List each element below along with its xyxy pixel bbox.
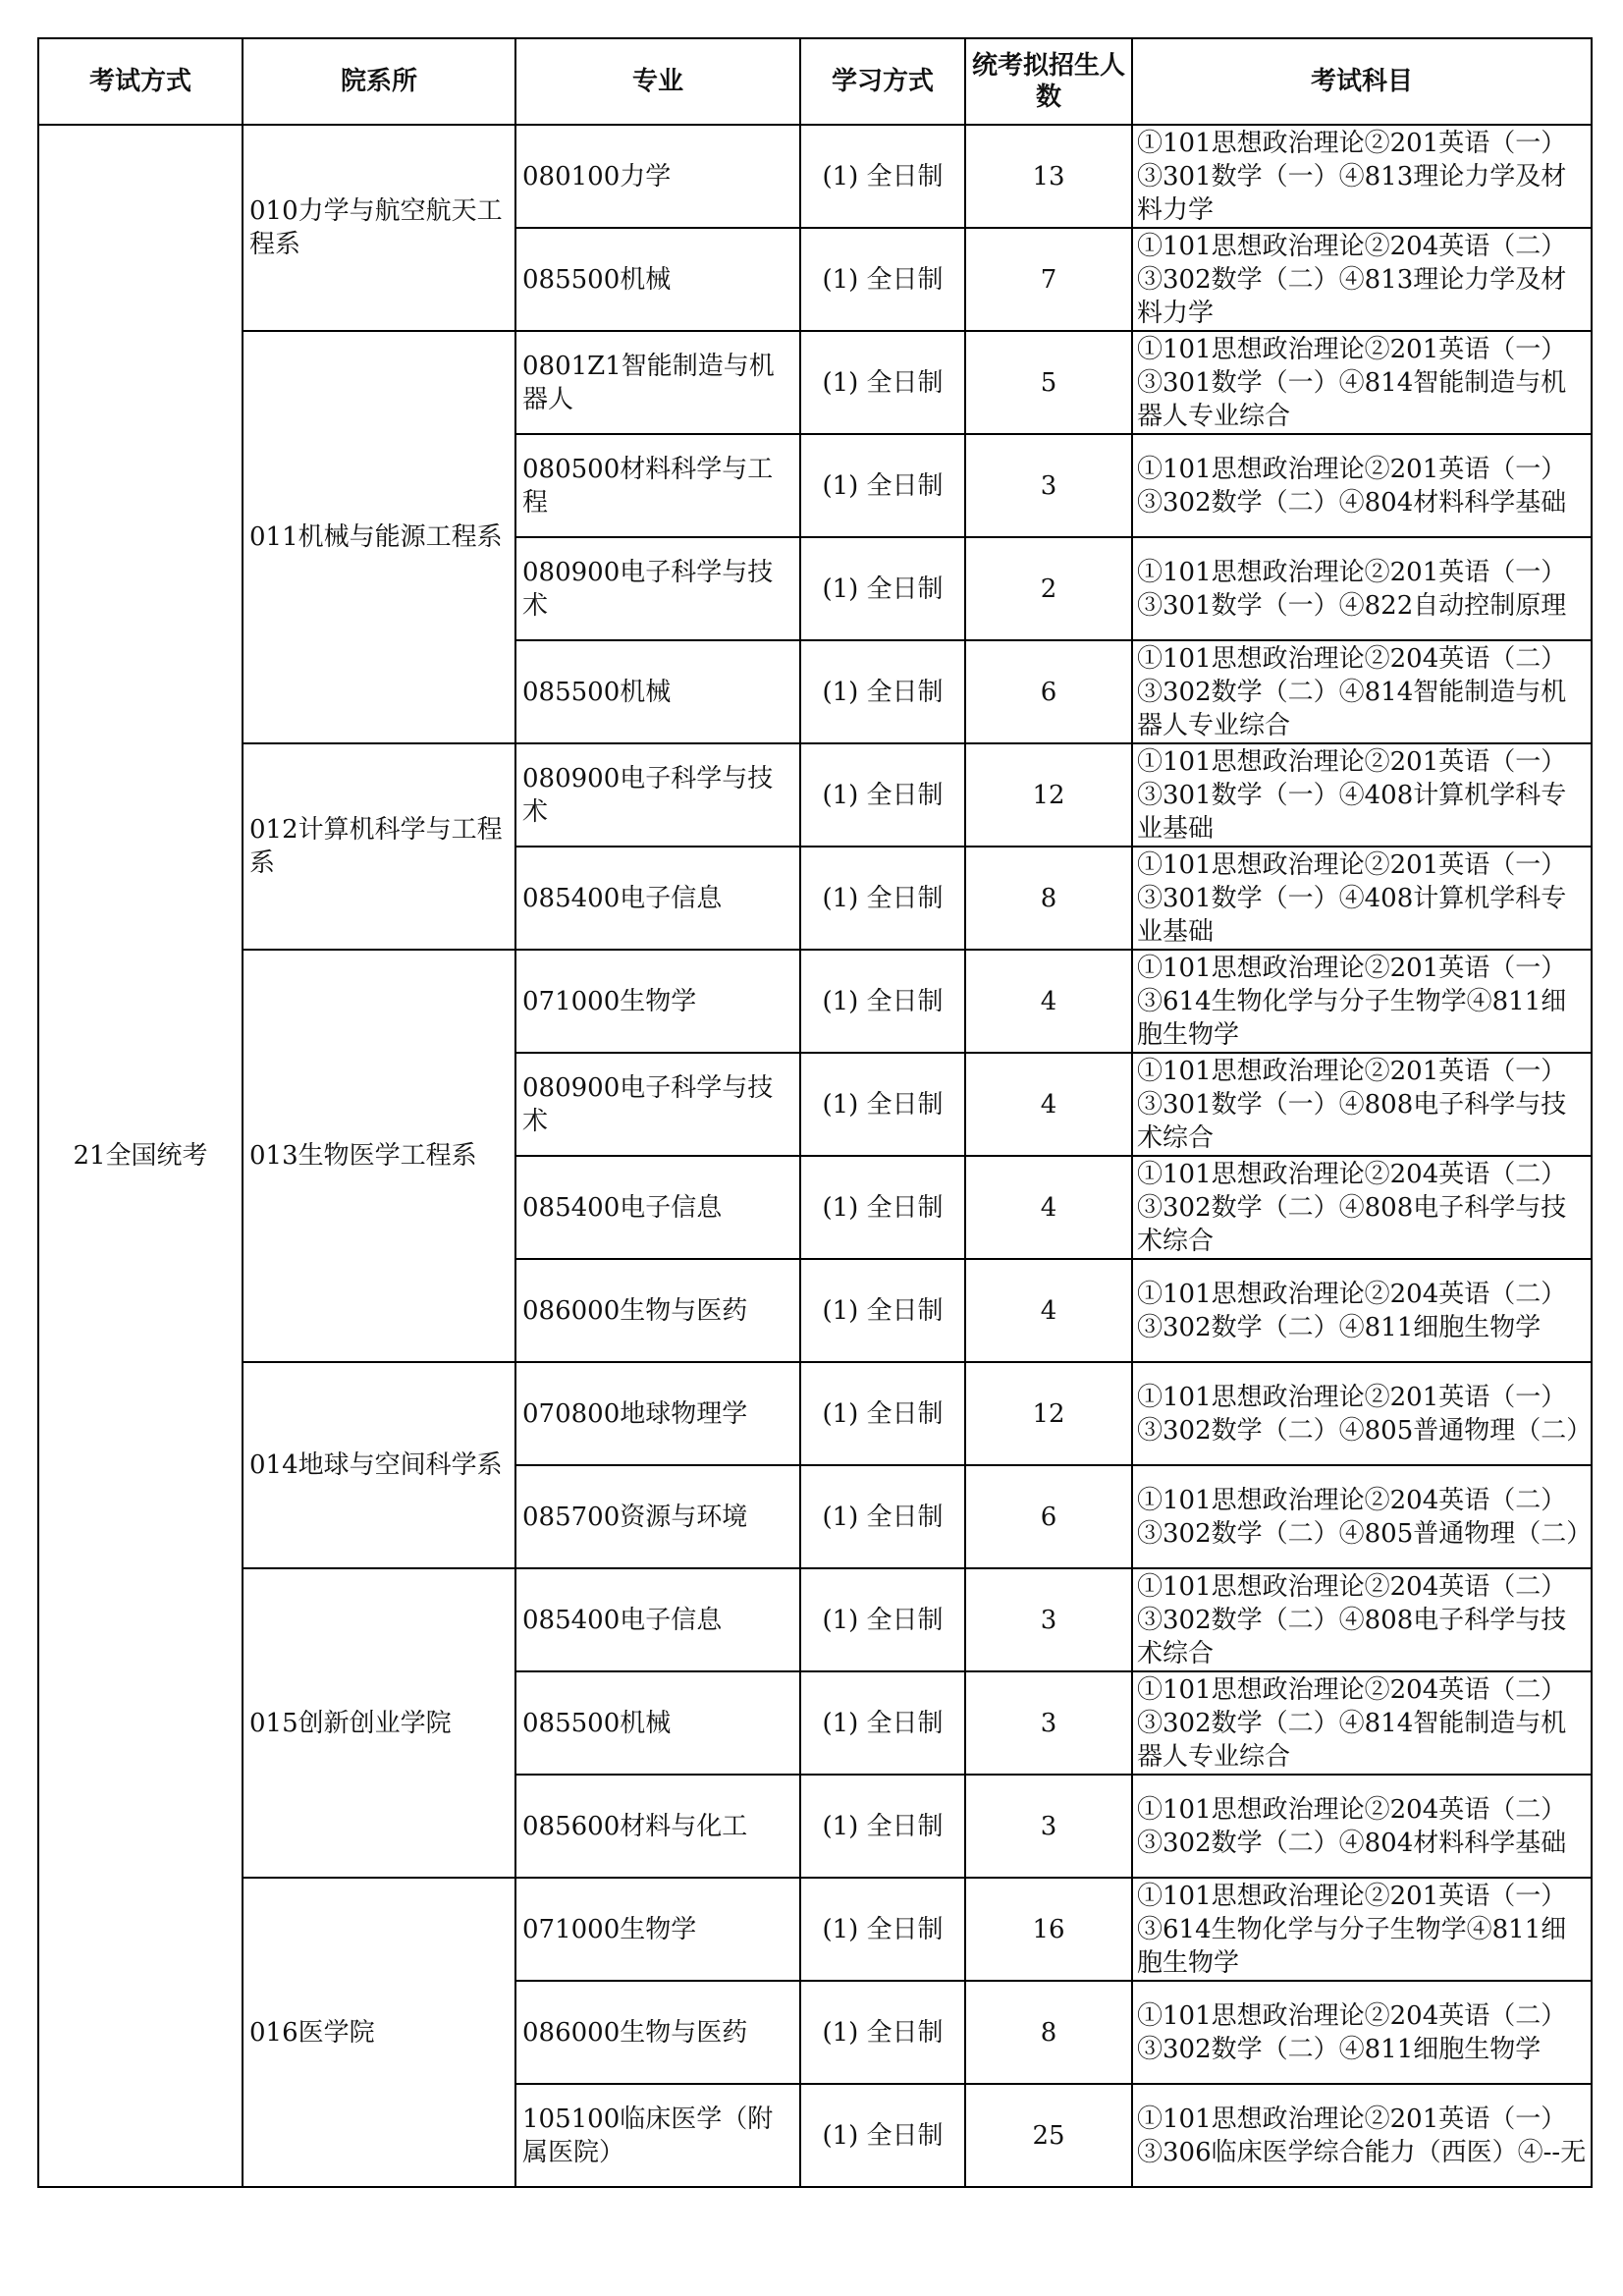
exam-subjects-cell: ①101思想政治理论②204英语（二）③302数学（二）④808电子科学与技术综合	[1132, 1156, 1592, 1259]
exam-subjects-cell: ①101思想政治理论②204英语（二）③302数学（二）④804材料科学基础	[1132, 1775, 1592, 1878]
exam-subjects-cell: ①101思想政治理论②201英语（一）③614生物化学与分子生物学④811细胞生物学	[1132, 950, 1592, 1053]
exam-subjects-cell: ①101思想政治理论②201英语（一）③301数学（一）④813理论力学及材料力学	[1132, 125, 1592, 228]
study-mode-cell: (1) 全日制	[800, 1878, 965, 1981]
major-cell: 085600材料与化工	[515, 1775, 800, 1878]
exam-subjects-cell: ①101思想政治理论②204英语（二）③302数学（二）④811细胞生物学	[1132, 1981, 1592, 2084]
study-mode-cell: (1) 全日制	[800, 1568, 965, 1671]
major-cell: 085400电子信息	[515, 847, 800, 950]
study-mode-cell: (1) 全日制	[800, 1671, 965, 1775]
enrollment-count-cell: 3	[965, 1568, 1132, 1671]
enrollment-count-cell: 2	[965, 537, 1132, 640]
exam-subjects-cell: ①101思想政治理论②201英语（一）③301数学（一）④822自动控制原理	[1132, 537, 1592, 640]
exam-subjects-cell: ①101思想政治理论②201英语（一）③302数学（二）④804材料科学基础	[1132, 434, 1592, 537]
study-mode-cell: (1) 全日制	[800, 640, 965, 743]
study-mode-cell: (1) 全日制	[800, 1775, 965, 1878]
exam-subjects-cell: ①101思想政治理论②201英语（一）③306临床医学综合能力（西医）④--无	[1132, 2084, 1592, 2187]
enrollment-count-cell: 6	[965, 1465, 1132, 1568]
table-row	[38, 1362, 1592, 1465]
study-mode-cell: (1) 全日制	[800, 228, 965, 331]
table-row	[38, 950, 1592, 1053]
study-mode-cell: (1) 全日制	[800, 743, 965, 847]
exam-subjects-cell: ①101思想政治理论②201英语（一）③301数学（一）④814智能制造与机器人专业综合	[1132, 331, 1592, 434]
major-cell: 085500机械	[515, 228, 800, 331]
major-cell: 080100力学	[515, 125, 800, 228]
major-cell: 070800地球物理学	[515, 1362, 800, 1465]
exam-subjects-cell: ①101思想政治理论②204英语（二）③302数学（二）④813理论力学及材料力学	[1132, 228, 1592, 331]
exam-subjects-cell: ①101思想政治理论②204英语（二）③302数学（二）④808电子科学与技术综合	[1132, 1568, 1592, 1671]
major-cell: 105100临床医学（附属医院）	[515, 2084, 800, 2187]
major-cell: 085500机械	[515, 640, 800, 743]
header-subjects: 考试科目	[1132, 38, 1592, 125]
admissions-table	[37, 37, 1593, 2188]
enrollment-count-cell: 4	[965, 1053, 1132, 1156]
table-row	[38, 1878, 1592, 1981]
exam-subjects-cell: ①101思想政治理论②204英语（二）③302数学（二）④811细胞生物学	[1132, 1259, 1592, 1362]
enrollment-count-cell: 3	[965, 1671, 1132, 1775]
major-cell: 085400电子信息	[515, 1156, 800, 1259]
enrollment-count-cell: 25	[965, 2084, 1132, 2187]
enrollment-count-cell: 5	[965, 331, 1132, 434]
department-cell: 012计算机科学与工程系	[243, 743, 515, 950]
department-cell: 010力学与航空航天工程系	[243, 125, 515, 331]
department-cell: 011机械与能源工程系	[243, 331, 515, 743]
enrollment-count-cell: 8	[965, 1981, 1132, 2084]
enrollment-count-cell: 13	[965, 125, 1132, 228]
study-mode-cell: (1) 全日制	[800, 434, 965, 537]
enrollment-count-cell: 12	[965, 743, 1132, 847]
study-mode-cell: (1) 全日制	[800, 125, 965, 228]
header-study-mode: 学习方式	[800, 38, 965, 125]
enrollment-count-cell: 4	[965, 1156, 1132, 1259]
major-cell: 080500材料科学与工程	[515, 434, 800, 537]
header-exam-type: 考试方式	[38, 38, 243, 125]
study-mode-cell: (1) 全日制	[800, 1259, 965, 1362]
major-cell: 085700资源与环境	[515, 1465, 800, 1568]
study-mode-cell: (1) 全日制	[800, 1156, 965, 1259]
exam-subjects-cell: ①101思想政治理论②201英语（一）③301数学（一）④808电子科学与技术综合	[1132, 1053, 1592, 1156]
header-row	[38, 38, 1592, 125]
department-cell: 014地球与空间科学系	[243, 1362, 515, 1568]
exam-subjects-cell: ①101思想政治理论②201英语（一）③301数学（一）④408计算机学科专业基础	[1132, 847, 1592, 950]
study-mode-cell: (1) 全日制	[800, 950, 965, 1053]
study-mode-cell: (1) 全日制	[800, 847, 965, 950]
major-cell: 080900电子科学与技术	[515, 537, 800, 640]
table-row	[38, 331, 1592, 434]
enrollment-count-cell: 8	[965, 847, 1132, 950]
header-major: 专业	[515, 38, 800, 125]
department-cell: 015创新创业学院	[243, 1568, 515, 1878]
major-cell: 0801Z1智能制造与机器人	[515, 331, 800, 434]
department-cell: 016医学院	[243, 1878, 515, 2187]
exam-type-cell: 21全国统考	[38, 125, 243, 2187]
enrollment-count-cell: 7	[965, 228, 1132, 331]
study-mode-cell: (1) 全日制	[800, 1465, 965, 1568]
major-cell: 085400电子信息	[515, 1568, 800, 1671]
study-mode-cell: (1) 全日制	[800, 1981, 965, 2084]
exam-subjects-cell: ①101思想政治理论②201英语（一）③301数学（一）④408计算机学科专业基础	[1132, 743, 1592, 847]
header-department: 院系所	[243, 38, 515, 125]
study-mode-cell: (1) 全日制	[800, 2084, 965, 2187]
enrollment-count-cell: 12	[965, 1362, 1132, 1465]
exam-subjects-cell: ①101思想政治理论②201英语（一）③614生物化学与分子生物学④811细胞生物学	[1132, 1878, 1592, 1981]
study-mode-cell: (1) 全日制	[800, 1053, 965, 1156]
exam-subjects-cell: ①101思想政治理论②201英语（一）③302数学（二）④805普通物理（二）	[1132, 1362, 1592, 1465]
major-cell: 085500机械	[515, 1671, 800, 1775]
major-cell: 080900电子科学与技术	[515, 743, 800, 847]
enrollment-count-cell: 3	[965, 1775, 1132, 1878]
enrollment-count-cell: 6	[965, 640, 1132, 743]
table-row	[38, 125, 1592, 228]
table-row	[38, 743, 1592, 847]
major-cell: 080900电子科学与技术	[515, 1053, 800, 1156]
enrollment-count-cell: 16	[965, 1878, 1132, 1981]
major-cell: 071000生物学	[515, 950, 800, 1053]
major-cell: 086000生物与医药	[515, 1981, 800, 2084]
department-cell: 013生物医学工程系	[243, 950, 515, 1362]
exam-subjects-cell: ①101思想政治理论②204英语（二）③302数学（二）④814智能制造与机器人专业综合	[1132, 1671, 1592, 1775]
enrollment-count-cell: 4	[965, 1259, 1132, 1362]
major-cell: 086000生物与医药	[515, 1259, 800, 1362]
study-mode-cell: (1) 全日制	[800, 331, 965, 434]
study-mode-cell: (1) 全日制	[800, 537, 965, 640]
study-mode-cell: (1) 全日制	[800, 1362, 965, 1465]
enrollment-count-cell: 3	[965, 434, 1132, 537]
exam-subjects-cell: ①101思想政治理论②204英语（二）③302数学（二）④814智能制造与机器人专业综合	[1132, 640, 1592, 743]
major-cell: 071000生物学	[515, 1878, 800, 1981]
exam-subjects-cell: ①101思想政治理论②204英语（二）③302数学（二）④805普通物理（二）	[1132, 1465, 1592, 1568]
header-enrollment: 统考拟招生人数	[965, 38, 1132, 125]
enrollment-count-cell: 4	[965, 950, 1132, 1053]
table-row	[38, 1568, 1592, 1671]
